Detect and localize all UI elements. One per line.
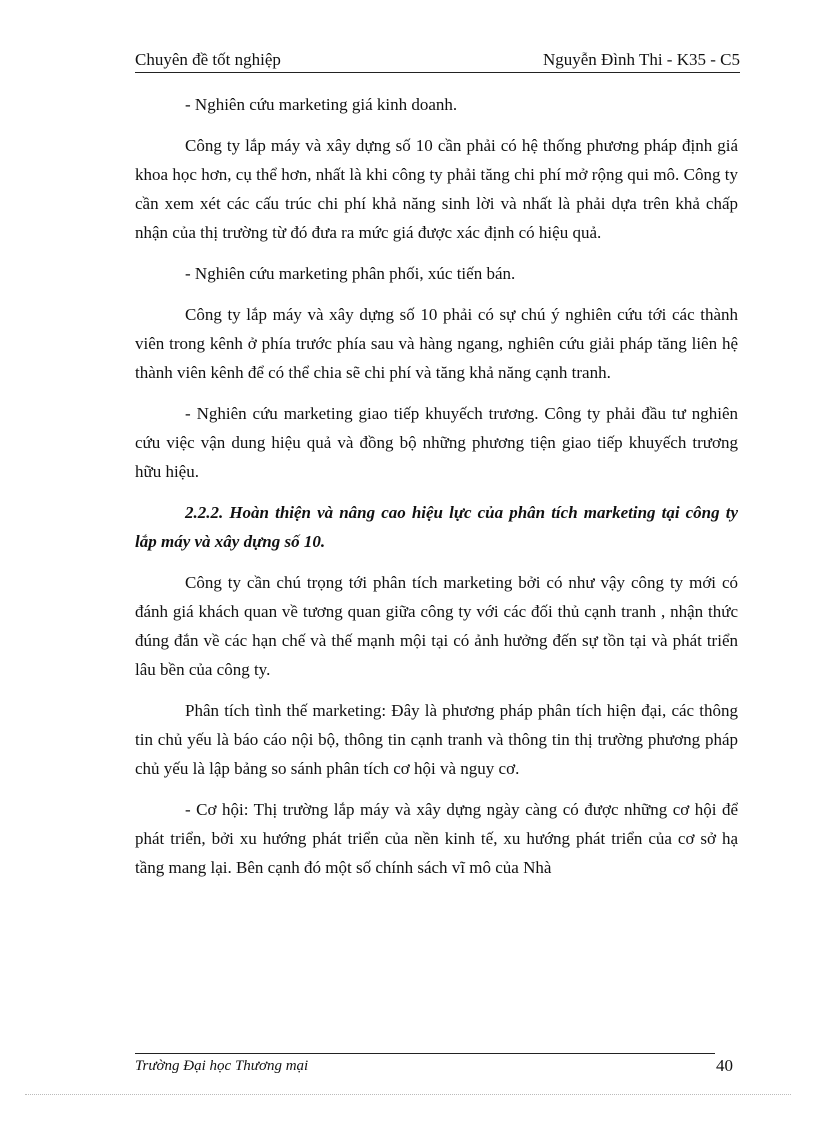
page-header [135,50,740,73]
paragraph-channel-members: Công ty lắp máy và xây dựng số 10 phải có sự chú ý nghiên cứu tới các thành viên trong kênh ở phía trước phía sau và hàng ngang, nghiên cứu giải pháp tăng liên hệ thành viên kênh để có thể chia sẽ chi phí và tăng khả năng cạnh tranh. [135,305,738,382]
page-bottom-edge [25,1094,791,1095]
paragraph-pricing-method: Công ty lắp máy và xây dựng số 10 cần phải có hệ thống phương pháp định giá khoa học hơn, cụ thể hơn, nhất là khi công ty phải tăng chi phí mở rộng qui mô. Công ty cần xem xét các cấu trúc chi phí khả năng sinh lời và nhất là phải dựa trên khả chấp nhận của thị trường từ đó đưa ra mức giá được xác định có hiệu quả. [135,136,738,242]
section-heading: 2.2.2. Hoàn thiện và nâng cao hiệu lực của phân tích marketing tại công ty lắp máy và xây dựng số 10. [135,503,738,551]
paragraph-marketing-analysis: Công ty cần chú trọng tới phân tích marketing bởi có như vậy công ty mới có đánh giá khách quan về tương quan giữa công ty với các đối thủ cạnh tranh , nhận thức đúng đắn về các hạn chế và thế mạnh mội tại có ảnh hưởng đến sự tồn tại và phát triển lâu bền của công ty. [135,573,738,679]
footer-school: Trường Đại học Thương mại [135,1058,309,1074]
paragraph-opportunities: - Cơ hội: Thị trường lắp máy và xây dựng ngày càng có được những cơ hội để phát triển, bởi xu hướng phát triển của nền kinh tế, xu hướng phát triển của cơ sở hạ tầng mang lại. Bên cạnh đó một số chính sách vĩ mô của Nhà [135,800,738,877]
paragraph-distribution-research: - Nghiên cứu marketing phân phối, xúc tiến bán. [185,264,516,283]
header-author: Nguyễn Đình Thi - K35 - C5 [542,50,740,69]
footer-divider [135,1053,715,1054]
paragraph-promotion-research: - Nghiên cứu marketing giao tiếp khuyếch trương. Công ty phải đầu tư nghiên cứu việc vận dung hiệu quả và đồng bộ những phương tiện giao tiếp khuyếch trương hữu hiệu. [135,404,738,481]
page-number: 40 [716,1056,733,1075]
page-content [135,90,738,894]
header-title: Chuyên đề tốt nghiệp [135,50,281,69]
paragraph-situation-analysis: Phân tích tình thế marketing: Đây là phương pháp phân tích hiện đại, các thông tin chủ yếu là báo cáo nội bộ, thông tin cạnh tranh và thông tin thị trường phương pháp chủ yếu là lập bảng so sánh phân tích cơ hội và nguy cơ. [135,701,738,778]
paragraph-price-research: - Nghiên cứu marketing giá kinh doanh. [185,95,458,114]
